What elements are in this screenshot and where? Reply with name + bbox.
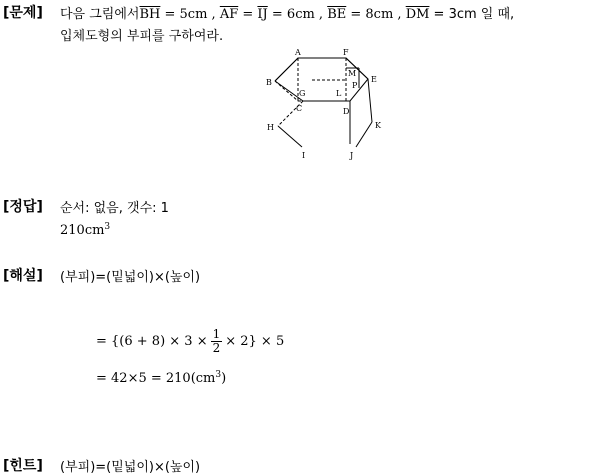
problem-tag: [문제] xyxy=(3,5,43,21)
solution-step-2-close: ) xyxy=(221,371,227,386)
solution-step-1-pre: = {(6 + 8) × 3 × xyxy=(96,334,208,349)
hint-formula: (부피)=(밑넓이)×(높이) xyxy=(60,460,201,475)
label-g: G xyxy=(299,89,306,98)
label-b: B xyxy=(266,78,272,87)
solution-step-1 xyxy=(96,328,284,355)
label-h: H xyxy=(267,123,274,132)
label-a: A xyxy=(295,48,301,57)
label-k: K xyxy=(375,121,381,130)
segment-bh-value: = 5cm , xyxy=(160,7,220,22)
label-e: E xyxy=(371,75,377,84)
edge-hi xyxy=(278,126,302,147)
edge-kj xyxy=(356,122,372,147)
equals-sign: = xyxy=(238,7,258,22)
fraction-one-half xyxy=(211,328,223,355)
edge-ek xyxy=(368,79,372,122)
solution-step-2-exponent: 3 xyxy=(215,370,222,380)
solution-formula: (부피)=(밑넓이)×(높이) xyxy=(60,270,201,285)
segment-af: $\overline{AF}$ xyxy=(219,7,239,22)
top-hexagon-edge xyxy=(275,58,368,101)
hint-tag: [힌트] xyxy=(3,458,43,474)
answer-value-exponent: 3 xyxy=(104,222,111,232)
label-d: D xyxy=(343,107,350,116)
problem-intro: 다음 그림에서 xyxy=(60,7,140,22)
answer-value-text: 210cm xyxy=(60,223,105,238)
fraction-numerator: 1 xyxy=(212,327,221,341)
edge-ab xyxy=(275,58,298,81)
segment-dm-value: = 3cm 일 때, xyxy=(429,7,515,22)
label-l: L xyxy=(336,89,342,98)
fraction-denominator: 2 xyxy=(212,341,221,355)
label-f: F xyxy=(343,48,349,57)
label-c: C xyxy=(296,104,303,113)
solution-step-2 xyxy=(96,371,226,386)
solution-tag: [해설] xyxy=(3,268,43,284)
label-m: M xyxy=(348,69,357,78)
prism-figure xyxy=(262,44,392,162)
solution-step-2-text: = 42×5 = 210(cm xyxy=(96,371,216,386)
answer-value xyxy=(60,223,110,238)
answer-line-1: 순서: 없음, 갯수: 1 xyxy=(60,201,169,216)
segment-be-value: = 8cm , xyxy=(346,7,406,22)
problem-line-1 xyxy=(60,3,514,22)
solution-step-1-post: × 2} × 5 xyxy=(225,334,285,349)
segment-bh: $\overline{BH}$ xyxy=(139,7,161,22)
label-p: P xyxy=(352,81,358,90)
problem-line-2: 입체도형의 부피를 구하여라. xyxy=(60,29,224,44)
label-i: I xyxy=(302,151,306,160)
answer-tag: [정답] xyxy=(3,199,43,215)
label-j: J xyxy=(350,151,354,160)
segment-be: $\overline{BE}$ xyxy=(327,7,347,22)
segment-ij: $\overline{IJ}$ xyxy=(257,7,268,22)
segment-dm: $\overline{DM}$ xyxy=(405,7,430,22)
segment-ij-value: = 6cm , xyxy=(267,7,328,22)
